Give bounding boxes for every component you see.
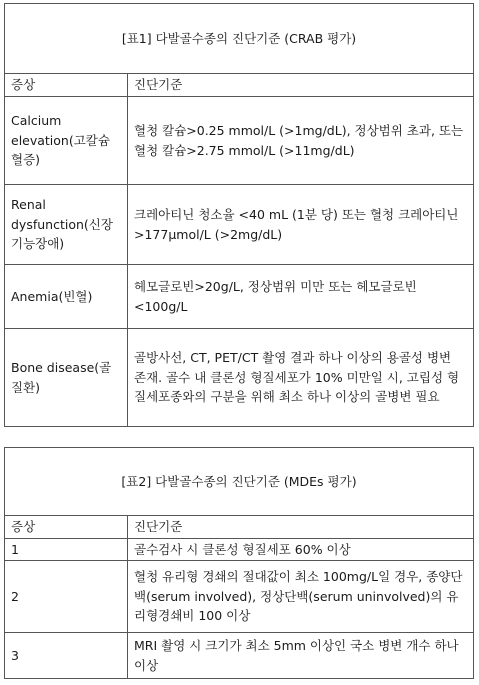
criteria-cell: 크레아티닌 청소율 <40 mL (1분 당) 또는 혈청 크레아티닌 >177μmol/L (>2mg/dL)	[128, 185, 474, 265]
symptom-cell: Renal dysfunction(신장기능장애)	[5, 185, 128, 265]
table-header-row	[5, 74, 474, 97]
table-row	[5, 97, 474, 185]
table-row	[5, 329, 474, 427]
table-header-row	[5, 516, 474, 539]
criteria-cell: 골수검사 시 클론성 형질세포 60% 이상	[128, 539, 474, 561]
table-row	[5, 561, 474, 633]
symptom-cell: 2	[5, 561, 128, 633]
mdes-criteria-table	[4, 447, 474, 679]
column-header-criteria: 진단기준	[128, 74, 474, 97]
crab-criteria-table	[4, 3, 474, 427]
criteria-cell: 골방사선, CT, PET/CT 촬영 결과 하나 이상의 용골성 병변 존재. 골수 내 클론성 형질세포가 10% 미만일 시, 고립성 형질세포종와의 구분을 위해 최소 하나 이상의 골병변 필요	[128, 329, 474, 427]
table-row	[5, 539, 474, 561]
column-header-symptom: 증상	[5, 516, 128, 539]
table-row	[5, 633, 474, 679]
column-header-criteria: 진단기준	[128, 516, 474, 539]
column-header-symptom: 증상	[5, 74, 128, 97]
symptom-cell: 1	[5, 539, 128, 561]
table-row	[5, 265, 474, 329]
table-title: [표2] 다발골수종의 진단기준 (MDEs 평가)	[5, 448, 474, 516]
symptom-cell: Calcium elevation(고칼슘혈증)	[5, 97, 128, 185]
table-title-row	[5, 4, 474, 74]
table-title-row	[5, 448, 474, 516]
table-title: [표1] 다발골수종의 진단기준 (CRAB 평가)	[5, 4, 474, 74]
symptom-cell: Bone disease(골질환)	[5, 329, 128, 427]
symptom-cell: Anemia(빈혈)	[5, 265, 128, 329]
criteria-cell: 헤모글로빈>20g/L, 정상범위 미만 또는 헤모글로빈 <100g/L	[128, 265, 474, 329]
table-row	[5, 185, 474, 265]
criteria-cell: MRI 촬영 시 크기가 최소 5mm 이상인 국소 병변 개수 하나 이상	[128, 633, 474, 679]
symptom-cell: 3	[5, 633, 128, 679]
criteria-cell: 혈청 유리형 경쇄의 절대값이 최소 100mg/L일 경우, 종양단백(serum involved), 정상단백(serum uninvolved)의 유리형경쇄비 100 이상	[128, 561, 474, 633]
criteria-cell: 혈청 칼슘>0.25 mmol/L (>1mg/dL), 정상범위 초과, 또는 혈청 칼슘>2.75 mmol/L (>11mg/dL)	[128, 97, 474, 185]
